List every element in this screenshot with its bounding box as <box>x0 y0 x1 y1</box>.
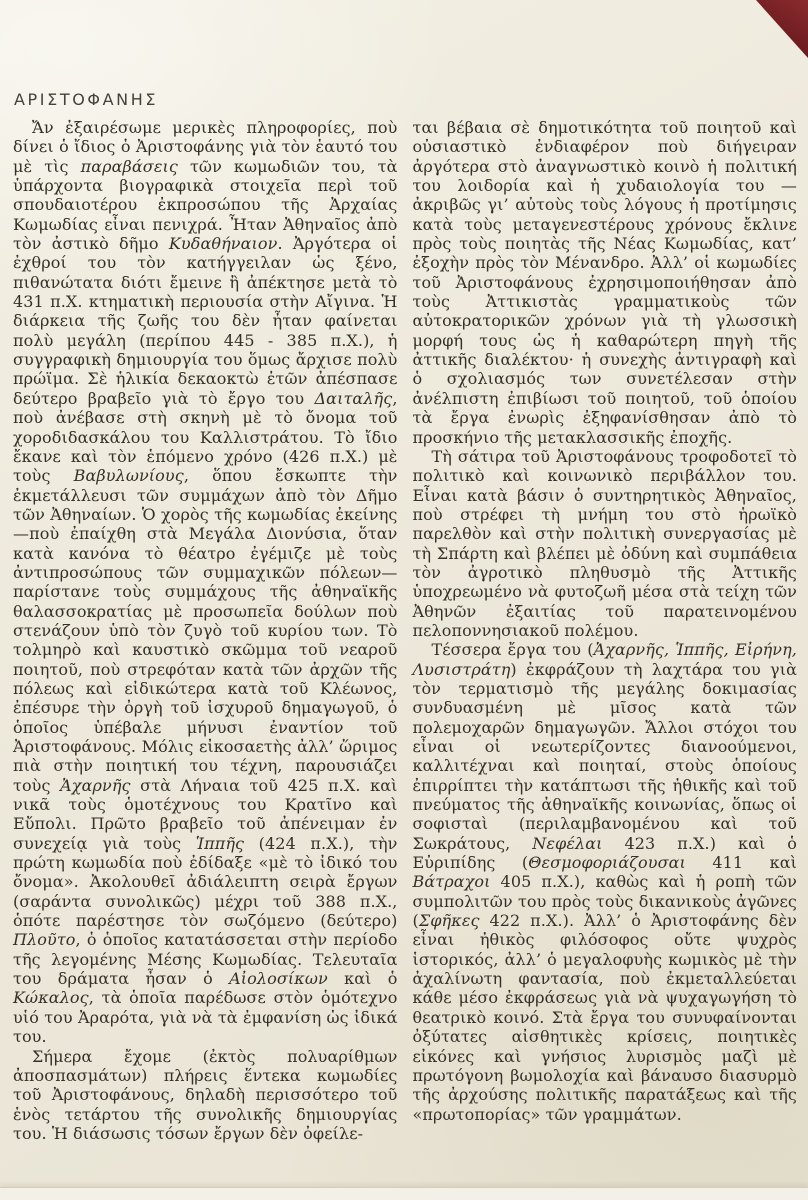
book-cover-corner <box>756 0 808 58</box>
body-text: . Ἀργότερα οἱ ἐχθροί του τὸν κατήγγειλαν ὡς ξένο, πιθανώτατα διότι ἔμεινε ἢ ἀπέκτησε μετὰ τὸ 431 π.Χ. κτηματικὴ περιουσία στὴν Αἴγινα. Ἡ διάρκεια τῆς ζωῆς του δὲν ἦταν φαίνεται πολὺ μεγάλη (περίπου 445 - 385 π.Χ.), ἡ συγγραφικὴ δημιουργία του ὅμως ἄρχισε πολὺ πρώϊμα. Σὲ ἡλικία δεκαοκτὼ ἐτῶν ἀπέσπασε δεύτερο βραβεῖο γιὰ τὸ ἔργο του <box>13 234 398 408</box>
work-title-italic: Θεσμοφοριάζουσαι <box>528 853 686 873</box>
body-text: , ποὺ ἀνέβασε στὴ σκηνὴ μὲ τὸ ὄνομα τοῦ χοροδιδασκάλου του Καλλιστράτου. Τὸ ἴδιο ἔκανε καὶ τὸν ἑπόμενο χρόνο (426 π.Χ.) μὲ τοὺς <box>13 388 398 486</box>
work-title-italic: Ἱππῆς <box>195 833 245 853</box>
work-title-italic: Νεφέλαι <box>532 833 603 853</box>
paragraph <box>13 1047 398 1144</box>
work-title-italic: Αἰολοσίκων <box>229 969 328 989</box>
paragraph <box>413 640 798 1124</box>
work-title-italic: παραβάσεις <box>80 156 178 176</box>
body-text: καὶ ὁ <box>327 969 398 989</box>
text-columns <box>13 118 797 1143</box>
paragraph <box>413 118 798 447</box>
work-title-italic: Ἀχαρνῆς <box>60 775 131 795</box>
body-text: Σήμερα ἔχομε (ἐκτὸς πολυαρίθμων ἀποσπασμάτων) πλήρεις ἕντεκα κωμωδίες τοῦ Ἀριστοφάνους, δηλαδὴ περισσότερο τοῦ ἑνὸς τετάρτου τῆς συνολικῆς δημιουργίας του. Ἡ διάσωσις τόσων ἔργων δὲν ὀφείλε- <box>13 1046 398 1143</box>
work-title-italic: Κώκαλος <box>13 988 89 1008</box>
work-title-italic: Βάτραχοι <box>412 872 491 892</box>
page-bottom-edge <box>0 1187 808 1200</box>
body-text: Τέσσερα ἔργα του ( <box>431 640 594 660</box>
work-title-italic: Βαβυλωνίους <box>73 466 184 486</box>
body-text: 422 π.Χ.). Ἀλλ’ ὁ Ἀριστοφάνης δὲν εἶναι ἠθικὸς φιλόσοφος οὔτε ψυχρὸς ἱστορικός, ἀλλ’ ὁ μεγαλοφυὴς κωμικὸς μὲ τὴν ἀχαλίνωτη φαντασία, ποὺ ἐκμεταλλεύεται κάθε μέσο ἐκφράσεως γιὰ νὰ ψυχαγωγήση τὸ θεατρικὸ κοινό. Στὰ ἔργα του συνυφαίνονται ὀξύτατες αἰσθητικὲς κρίσεις, ποιητικὲς εἰκόνες καὶ γνήσιος λυρισμὸς μαζὶ μὲ πρωτόγονη βωμολοχία καὶ βάναυσο διασυρμὸ τῆς ἀρχούσης πολιτικῆς παρατάξεως καὶ τῆς «πρωτοπορίας» τῶν γραμμάτων. <box>412 911 797 1124</box>
body-text: 423 π.Χ.) καὶ ὁ Εὐριπίδης ( <box>412 833 797 873</box>
text-column-right <box>413 118 798 1143</box>
body-text: στὰ Λήναια τοῦ 425 π.Χ. καὶ νικᾶ τοὺς ὁμοτέχνους του Κρατῖνο καὶ Εὔπολι. Πρῶτο βραβεῖο τοῦ ἀπένειμαν ἐν συνεχείᾳ γιὰ τοὺς <box>13 775 398 853</box>
body-text: 405 π.Χ.), καθὼς καὶ ἡ ροπὴ τῶν συμπολιτῶν του πρὸς τοὺς δικανικοὺς ἀγῶνες ( <box>412 872 797 931</box>
work-title-italic: Σφῆκες <box>418 911 480 931</box>
body-text: 411 καὶ <box>685 853 798 873</box>
paragraph <box>13 118 398 1047</box>
body-text: ται βέβαια σὲ δημοτικότητα τοῦ ποιητοῦ καὶ οὐσιαστικὸ ἐνδιαφέρον ποὺ διήγειραν ἀργότερα στὸ ἀναγνωστικὸ κοινὸ ἡ πολιτική του λοιδορία καὶ ἡ χυδαιολογία του —ἀκριβῶς γι’ αὐτοὺς τοὺς λόγους ἡ προτίμησις κατὰ τοὺς μεταγενεστέρους χρόνους ἔκλινε πρὸς τοὺς ποιητὰς τῆς Νέας Κωμωδίας, κατ’ ἐξοχὴν πρὸς τὸν Μένανδρο. Ἀλλ’ οἱ κωμωδίες τοῦ Ἀριστοφάνους ἐχρησιμοποιήθησαν ἀπὸ τοὺς Ἀττικιστὰς γραμματικοὺς τῶν αὐτοκρατορικῶν χρόνων γιὰ τὴ γλωσσικὴ μορφή τους ὡς ἡ καθαρώτερη πηγὴ τῆς ἀττικῆς διαλέκτου· ἡ συνεχὴς ἀντιγραφὴ καὶ ὁ σχολιασμός των συνετέλεσαν στὴν ἀνέλπιστη ἐπιβίωσι τοῦ ποιητοῦ, τοῦ ὁποίου τὰ ἔργα ἐνωρὶς ἐξηφανίσθησαν ἀπὸ τὸ προσκήνιο τῆς μετακλασσικῆς ἐποχῆς. <box>412 118 797 447</box>
body-text: Τὴ σάτιρα τοῦ Ἀριστοφάνους τροφοδοτεῖ τὸ πολιτικὸ καὶ κοινωνικὸ περιβάλλον του. Εἶναι κατὰ βάσιν ὁ συντηρητικὸς Ἀθηναῖος, ποὺ στρέφει τὴ μνήμη του στὸ ἡρωϊκὸ παρελθὸν καὶ στὴν πολιτικὴ συνεργασίας μὲ τὴ Σπάρτη καὶ βλέπει μὲ ὀδύνη καὶ συμπάθεια τὸν ἀγροτικὸ πληθυσμὸ τῆς Ἀττικῆς ὑποχρεωμένο νὰ φυτοζωῆ μέσα στὰ τείχη τῶν Ἀθηνῶν ἐξαιτίας τοῦ παρατεινομένου πελοποννησιακοῦ πολέμου. <box>412 446 797 640</box>
body-text: (424 π.Χ.), τὴν πρώτη κωμωδία ποὺ ἐδίδαξε «μὲ τὸ ἰδικό του ὄνομα». Ἀκολουθεῖ ἀδιάλειπτη σειρὰ ἔργων (σαράντα συνολικῶς) μέχρι τοῦ 388 π.Χ., ὁπότε παρέστησε τὸν σωζόμενο (δεύτερο) <box>13 833 398 931</box>
work-title-italic: Δαιταλῆς <box>314 388 393 408</box>
work-title-italic: Ἀχαρνῆς, Ἱππῆς, Εἰρήνη, Λυσιστράτη <box>412 640 797 679</box>
page-title: ΑΡΙΣΤΟΦΑΝΗΣ <box>14 90 159 109</box>
body-text: , ὅπου ἔσκωπτε τὴν ἐκμετάλλευσι τῶν συμμάχων ἀπὸ τὸν Δῆμο τῶν Ἀθηναίων. Ὁ χορὸς τῆς κωμωδίας ἐκείνης —ποὺ ἐπαίχθη στὰ Μεγάλα Διονύσια, ὅταν κατὰ κανόνα τὸ θέατρο ἐγέμιζε μὲ τοὺς ἀντιπροσώπους τῶν συμμαχικῶν πόλεων— παρίστανε τοὺς συμμάχους τῆς ἀθηναϊκῆς θαλασσοκρατίας μὲ προσωπεῖα δούλων ποὺ στενάζουν ὑπὸ τὸν ζυγὸ τοῦ κυρίου των. Τὸ τολμηρὸ καὶ καυστικὸ σκῶμμα τοῦ νεαροῦ ποιητοῦ, ποὺ στρεφόταν κατὰ τῶν ἀρχῶν τῆς πόλεως καὶ εἰδικώτερα κατὰ τοῦ Κλέωνος, ἐπέσυρε τὴν ὀργὴ τοῦ ἰσχυροῦ δημαγωγοῦ, ὁ ὁποῖος ὑπέβαλε μήνυσι ἐναντίον τοῦ Ἀριστοφάνους. Μόλις εἰκοσαετὴς ἀλλ’ ὥριμος πιὰ στὴν ποιητική του τέχνη, παρουσιάζει τοὺς <box>13 466 398 795</box>
body-text: Ἄν ἐξαιρέσωμε μερικὲς πληροφορίες, ποὺ δίνει ὁ ἴδιος ὁ Ἀριστοφάνης γιὰ τὸν ἑαυτό του μὲ τὶς <box>13 118 398 176</box>
work-title-italic: Πλοῦτο <box>13 930 76 950</box>
body-text: ) ἐκφράζουν τὴ λαχτάρα του γιὰ τὸν τερματισμὸ τῆς μεγάλης δοκιμασίας συνδυασμένη μὲ μῖσος κατὰ τῶν πολεμοχαρῶν δημαγωγῶν. Ἄλλοι στόχοι του εἶναι οἱ νεωτερίζοντες διανοούμενοι, καλλιτέχναι καὶ ποιηταί, στοὺς ὁποίους ἐπιρρίπτει τὴν κατάπτωσι τῆς ἠθικῆς καὶ τοῦ πνεύματος τῆς ἀθηναϊκῆς κοινωνίας, ὅπως οἱ σοφισταὶ (περιλαμβανομένου καὶ τοῦ Σωκράτους, <box>412 659 797 853</box>
body-text: , τὰ ὁποῖα παρέδωσε στὸν ὁμότεχνο υἱό του Ἀραρότα, γιὰ νὰ τὰ ἐμφανίση ὡς ἰδικά του. <box>13 988 398 1047</box>
text-column-left <box>13 118 398 1143</box>
body-text: , ὁ ὁποῖος κατατάσσεται στὴν περίοδο τῆς λεγομένης Μέσης Κωμωδίας. Τελευταῖα του δράματα ἦσαν ὁ <box>13 930 398 989</box>
body-text: τῶν κωμωδιῶν του, τὰ ὑπάρχοντα βιογραφικὰ στοιχεῖα περὶ τοῦ σπουδαιοτέρου ἐκπροσώπου τῆς Ἀρχαίας Κωμωδίας εἶναι πενιχρά. Ἦταν Ἀθηναῖος ἀπὸ τὸν ἀστικὸ δῆμο <box>13 156 398 254</box>
work-title-italic: Κυδαθήναιον <box>168 234 278 254</box>
paragraph <box>413 447 798 640</box>
